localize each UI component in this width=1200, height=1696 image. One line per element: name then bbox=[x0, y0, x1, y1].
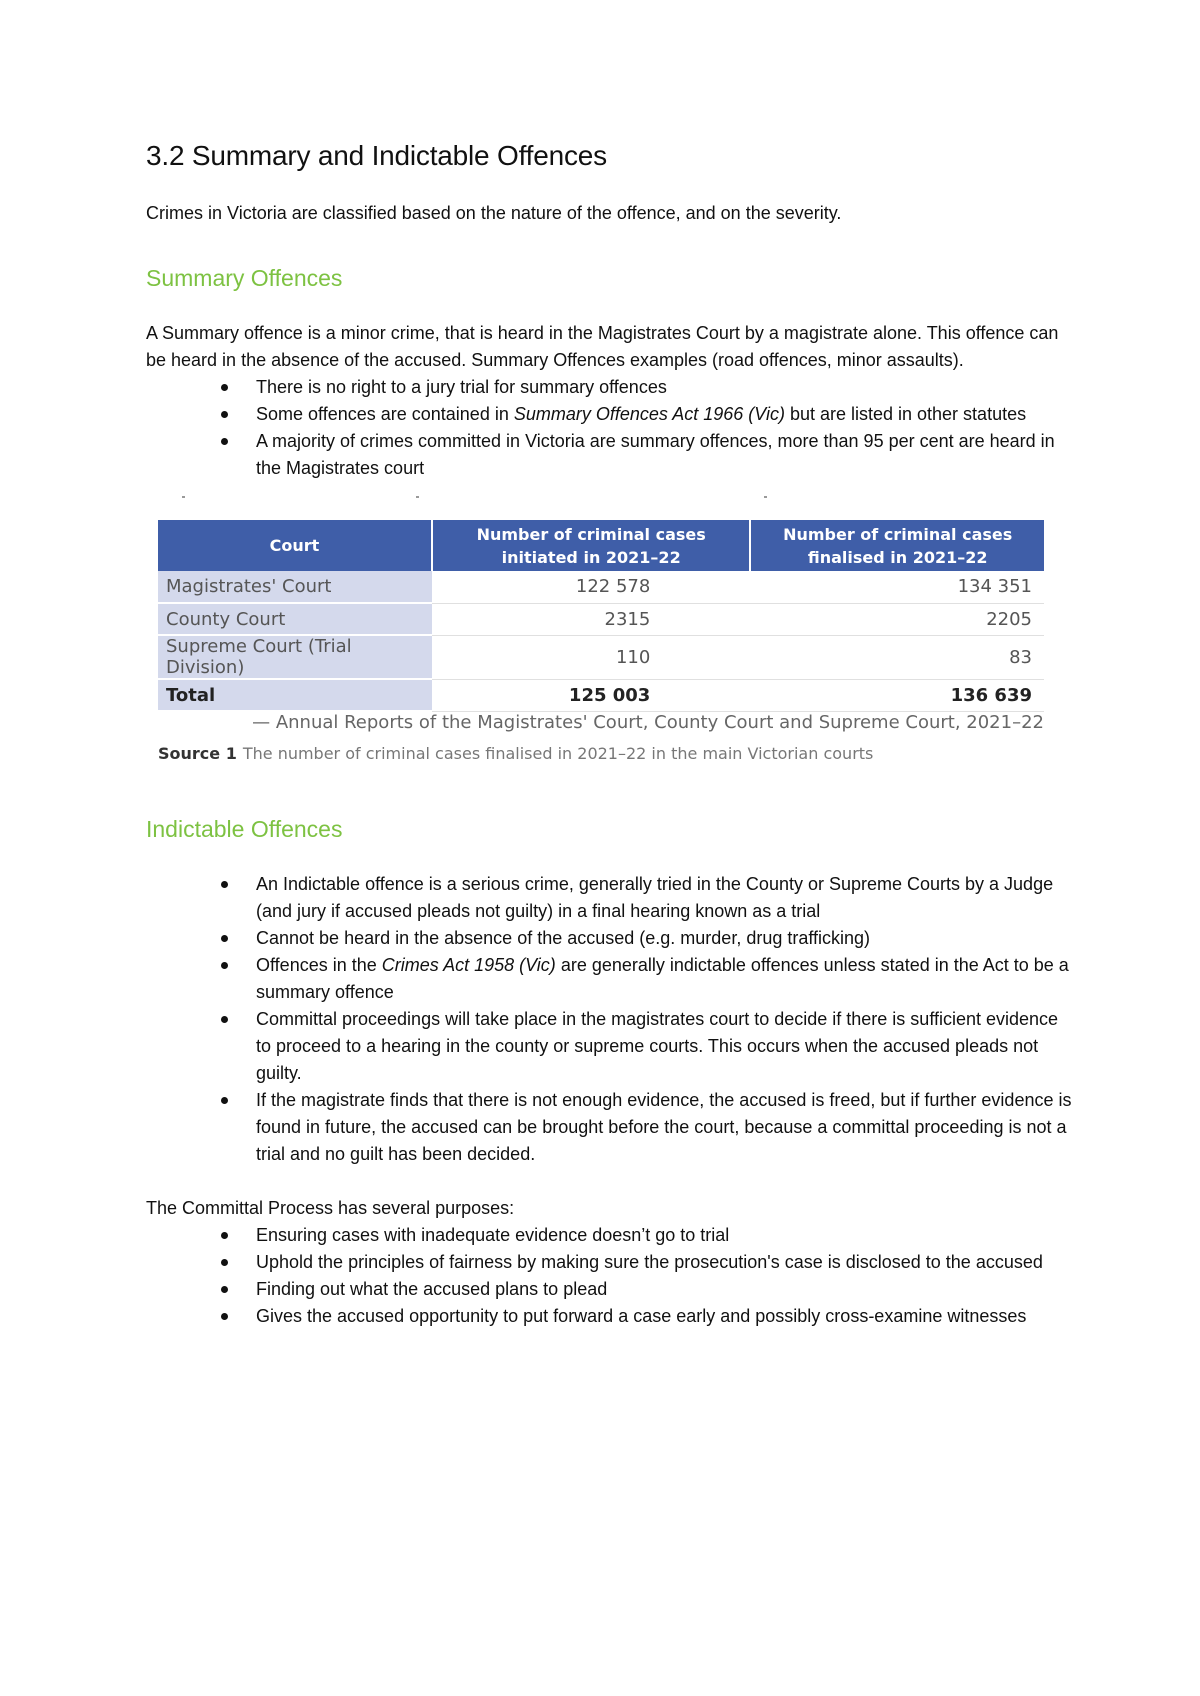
committal-intro: The Committal Process has several purposes: bbox=[146, 1198, 515, 1218]
finalised-cell: 136 639 bbox=[750, 679, 1044, 711]
caption-text: The number of criminal cases finalised in 2021–22 in the main Victorian courts bbox=[242, 744, 874, 763]
table-attribution: — Annual Reports of the Magistrates' Court, County Court and Supreme Court, 2021–22 bbox=[252, 712, 1044, 733]
list-item: Ensuring cases with inadequate evidence doesn’t go to trial bbox=[256, 1222, 1076, 1249]
indictable-bullet-list bbox=[146, 871, 1076, 1168]
court-name-cell: Magistrates' Court bbox=[158, 571, 432, 603]
finalised-cell: 2205 bbox=[750, 603, 1044, 635]
table-header-row bbox=[158, 520, 1044, 571]
act-citation: Summary Offences Act 1966 (Vic) bbox=[513, 404, 785, 424]
column-header: Number of criminal cases finalised in 2021–22 bbox=[750, 520, 1044, 571]
initiated-cell: 110 bbox=[432, 635, 750, 679]
list-item bbox=[256, 952, 1076, 1006]
intro-paragraph: Crimes in Victoria are classified based on the nature of the offence, and on the severity. bbox=[146, 203, 842, 223]
committal-bullet-list bbox=[146, 1222, 1076, 1330]
initiated-cell: 2315 bbox=[432, 603, 750, 635]
list-item-text: Offences in the bbox=[256, 955, 382, 975]
court-name-cell: County Court bbox=[158, 603, 432, 635]
indictable-offences-heading: Indictable Offences bbox=[146, 816, 343, 842]
caption-label: Source 1 bbox=[158, 744, 237, 763]
crop-mark bbox=[416, 496, 419, 498]
crop-mark bbox=[182, 496, 185, 498]
court-name-cell: Total bbox=[158, 679, 432, 711]
court-statistics-figure bbox=[146, 496, 1076, 774]
summary-bullet-list bbox=[146, 374, 1076, 482]
page-title: 3.2 Summary and Indictable Offences bbox=[146, 140, 607, 171]
list-item: Committal proceedings will take place in the magistrates court to decide if there is sufficient evidence to proceed to a hearing in the county or supreme courts. This occurs when the accused pleads not guilty. bbox=[256, 1006, 1076, 1087]
summary-paragraph: A Summary offence is a minor crime, that is heard in the Magistrates Court by a magistrate alone. This offence can be heard in the absence of the accused. Summary Offences examples (road offences, minor assaults). bbox=[146, 323, 1059, 370]
list-item: Cannot be heard in the absence of the accused (e.g. murder, drug trafficking) bbox=[256, 925, 1076, 952]
list-item: A majority of crimes committed in Victoria are summary offences, more than 95 per cent are heard in the Magistrates court bbox=[256, 428, 1076, 482]
crop-mark bbox=[764, 496, 767, 498]
table-row bbox=[158, 603, 1044, 635]
table-row bbox=[158, 635, 1044, 679]
table-caption bbox=[158, 744, 873, 763]
list-item-text: Some offences are contained in bbox=[256, 404, 514, 424]
list-item-text: are generally indictable offences unless stated in the Act to be a summary offence bbox=[256, 955, 1069, 1002]
list-item: If the magistrate finds that there is not enough evidence, the accused is freed, but if further evidence is found in future, the accused can be brought before the court, because a committal proceeding is not a trial and no guilt has been decided. bbox=[256, 1087, 1076, 1168]
table-total-row bbox=[158, 679, 1044, 711]
column-header: Court bbox=[158, 520, 432, 571]
court-name-cell: Supreme Court (Trial Division) bbox=[158, 635, 432, 679]
column-header: Number of criminal cases initiated in 2021–22 bbox=[432, 520, 750, 571]
list-item: Uphold the principles of fairness by making sure the prosecution's case is disclosed to the accused bbox=[256, 1249, 1076, 1276]
list-item-text: but are listed in other statutes bbox=[784, 404, 1027, 424]
list-item bbox=[256, 401, 1076, 428]
finalised-cell: 83 bbox=[750, 635, 1044, 679]
act-citation: Crimes Act 1958 (Vic) bbox=[381, 955, 556, 975]
initiated-cell: 125 003 bbox=[432, 679, 750, 711]
summary-offences-heading: Summary Offences bbox=[146, 265, 343, 291]
initiated-cell: 122 578 bbox=[432, 571, 750, 603]
court-cases-table bbox=[158, 520, 1044, 712]
list-item: Finding out what the accused plans to plead bbox=[256, 1276, 1076, 1303]
list-item: An Indictable offence is a serious crime, generally tried in the County or Supreme Courts by a Judge (and jury if accused pleads not guilty) in a final hearing known as a trial bbox=[256, 871, 1076, 925]
finalised-cell: 134 351 bbox=[750, 571, 1044, 603]
table-row bbox=[158, 571, 1044, 603]
list-item: There is no right to a jury trial for summary offences bbox=[256, 374, 1076, 401]
document-content bbox=[146, 140, 1076, 1330]
list-item: Gives the accused opportunity to put forward a case early and possibly cross-examine witnesses bbox=[256, 1303, 1076, 1330]
